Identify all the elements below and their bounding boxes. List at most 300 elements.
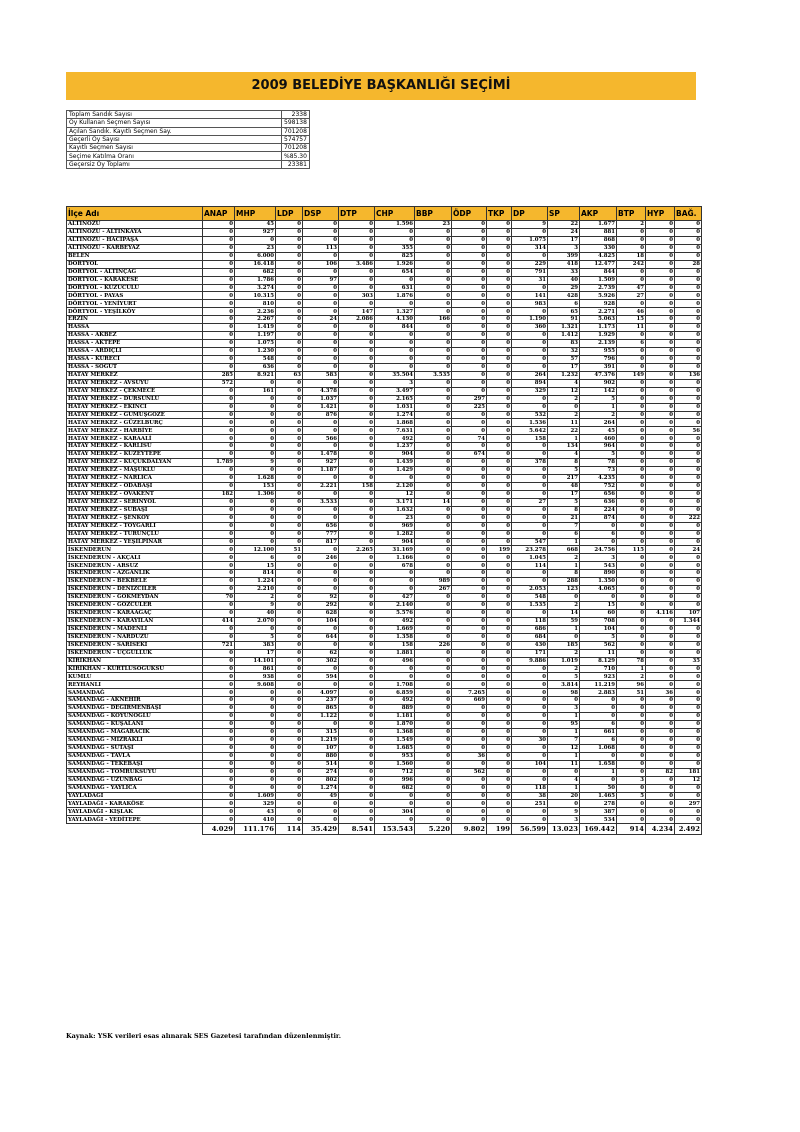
vote-count: 4 — [548, 451, 580, 459]
vote-count: 0 — [675, 284, 702, 292]
vote-count: 0 — [487, 721, 512, 729]
vote-count: 1.786 — [235, 276, 276, 284]
vote-count: 0 — [617, 427, 646, 435]
summary-label: Oy Kullanan Seçmen Sayısı — [67, 119, 282, 127]
vote-count: 0 — [646, 236, 675, 244]
vote-count: 0 — [646, 451, 675, 459]
vote-count: 0 — [617, 562, 646, 570]
summary-label: Kayıtlı Seçmen Sayısı — [67, 144, 282, 152]
vote-count: 2.139 — [580, 340, 617, 348]
vote-count: 0 — [303, 419, 339, 427]
vote-count: 0 — [339, 348, 375, 356]
vote-count: 0 — [276, 752, 303, 760]
vote-count: 0 — [512, 363, 548, 371]
vote-count: 669 — [452, 697, 487, 705]
vote-count: 3 — [617, 776, 646, 784]
vote-count: 0 — [452, 348, 487, 356]
vote-count: 0 — [487, 276, 512, 284]
vote-count: 0 — [339, 713, 375, 721]
column-header: LDP — [276, 207, 303, 221]
vote-count: 27 — [512, 498, 548, 506]
vote-count: 288 — [548, 578, 580, 586]
vote-count: 267 — [415, 586, 452, 594]
vote-count: 0 — [617, 721, 646, 729]
vote-count: 8 — [548, 459, 580, 467]
vote-count: 6 — [617, 340, 646, 348]
vote-count: 0 — [675, 665, 702, 673]
vote-count: 0 — [203, 324, 235, 332]
vote-count: 0 — [452, 721, 487, 729]
vote-count: 0 — [617, 752, 646, 760]
vote-count: 0 — [339, 752, 375, 760]
vote-count: 0 — [303, 641, 339, 649]
district-name: İSKENDERUN - AKÇALI — [67, 554, 203, 562]
vote-count: 0 — [339, 236, 375, 244]
vote-count: 0 — [235, 697, 276, 705]
vote-count: 0 — [646, 641, 675, 649]
vote-count: 0 — [487, 324, 512, 332]
vote-count: 0 — [646, 467, 675, 475]
vote-count: 0 — [452, 411, 487, 419]
vote-count: 0 — [452, 736, 487, 744]
vote-count: 0 — [487, 419, 512, 427]
vote-count: 0 — [203, 498, 235, 506]
vote-count: 0 — [452, 316, 487, 324]
vote-count: 0 — [452, 419, 487, 427]
vote-count: 0 — [452, 816, 487, 824]
vote-count: 0 — [276, 355, 303, 363]
vote-count: 9 — [235, 602, 276, 610]
vote-count: 0 — [203, 284, 235, 292]
vote-count: 0 — [339, 459, 375, 467]
vote-count: 0 — [512, 467, 548, 475]
vote-count: 11 — [580, 649, 617, 657]
table-row — [67, 475, 702, 483]
vote-count: 428 — [548, 292, 580, 300]
vote-count: 355 — [375, 244, 415, 252]
vote-count: 21 — [548, 514, 580, 522]
district-name: HATAY MERKEZ - EKİNCİ — [67, 403, 203, 411]
summary-value: 701208 — [282, 144, 310, 152]
vote-count: 0 — [235, 776, 276, 784]
vote-count: 1.045 — [512, 554, 548, 562]
vote-count: 0 — [487, 657, 512, 665]
table-row — [67, 681, 702, 689]
vote-count: 1.368 — [375, 729, 415, 737]
vote-count: 0 — [415, 355, 452, 363]
vote-count: 5 — [548, 498, 580, 506]
vote-count: 0 — [512, 284, 548, 292]
vote-count: 104 — [303, 617, 339, 625]
vote-count: 0 — [203, 292, 235, 300]
table-row — [67, 443, 702, 451]
vote-count: 996 — [375, 776, 415, 784]
vote-count: 0 — [203, 546, 235, 554]
vote-count: 38 — [512, 792, 548, 800]
vote-count: 0 — [303, 228, 339, 236]
vote-count: 1.166 — [375, 554, 415, 562]
vote-count: 0 — [646, 411, 675, 419]
vote-count: 2.739 — [580, 284, 617, 292]
vote-count: 1.870 — [375, 721, 415, 729]
vote-count: 0 — [512, 744, 548, 752]
vote-count: 0 — [303, 681, 339, 689]
vote-count: 18 — [617, 252, 646, 260]
vote-count: 656 — [303, 522, 339, 530]
vote-count: 0 — [617, 697, 646, 705]
vote-count: 0 — [276, 602, 303, 610]
vote-count: 0 — [415, 435, 452, 443]
vote-count: 0 — [487, 379, 512, 387]
vote-count: 0 — [452, 459, 487, 467]
vote-count: 57 — [548, 355, 580, 363]
district-name: SAMANDAĞ - UZUNBAĞ — [67, 776, 203, 784]
vote-count: 0 — [452, 776, 487, 784]
vote-count: 0 — [617, 586, 646, 594]
vote-count: 226 — [415, 641, 452, 649]
vote-count: 0 — [617, 768, 646, 776]
district-name: İSKENDERUN - DENİZCİLER — [67, 586, 203, 594]
vote-count: 0 — [452, 602, 487, 610]
vote-count: 14 — [548, 609, 580, 617]
vote-count: 0 — [646, 633, 675, 641]
total-value: 153.543 — [375, 824, 415, 835]
vote-count: 0 — [617, 713, 646, 721]
vote-count: 0 — [235, 403, 276, 411]
vote-count: 0 — [580, 752, 617, 760]
vote-count: 0 — [203, 586, 235, 594]
vote-count: 0 — [646, 475, 675, 483]
vote-count: 0 — [512, 729, 548, 737]
vote-count: 0 — [276, 506, 303, 514]
vote-count: 24 — [303, 316, 339, 324]
vote-count: 0 — [276, 617, 303, 625]
vote-count: 0 — [339, 419, 375, 427]
vote-count: 0 — [487, 316, 512, 324]
vote-count: 5 — [235, 633, 276, 641]
vote-count: 0 — [415, 482, 452, 490]
vote-count: 0 — [339, 522, 375, 530]
vote-count: 0 — [512, 705, 548, 713]
vote-count: 964 — [580, 443, 617, 451]
summary-row — [67, 144, 310, 152]
vote-count: 199 — [487, 546, 512, 554]
vote-count: 0 — [617, 395, 646, 403]
vote-count: 46 — [617, 308, 646, 316]
vote-count: 0 — [487, 760, 512, 768]
vote-count: 0 — [675, 276, 702, 284]
vote-count: 1.419 — [235, 324, 276, 332]
vote-count: 0 — [415, 300, 452, 308]
vote-count: 47 — [617, 284, 646, 292]
vote-count: 2 — [548, 649, 580, 657]
vote-count: 5 — [580, 451, 617, 459]
vote-count: 360 — [512, 324, 548, 332]
vote-count: 0 — [548, 403, 580, 411]
vote-count: 0 — [415, 538, 452, 546]
totals-spacer — [67, 824, 203, 835]
vote-count: 31 — [512, 276, 548, 284]
column-header: TKP — [487, 207, 512, 221]
vote-count: 59 — [548, 617, 580, 625]
vote-count: 0 — [203, 482, 235, 490]
vote-count: 0 — [675, 633, 702, 641]
vote-count: 0 — [548, 697, 580, 705]
vote-count: 1 — [548, 625, 580, 633]
vote-count: 566 — [303, 435, 339, 443]
vote-count: 0 — [675, 760, 702, 768]
vote-count: 0 — [646, 570, 675, 578]
vote-count: 0 — [646, 602, 675, 610]
vote-count: 0 — [617, 236, 646, 244]
vote-count: 0 — [303, 427, 339, 435]
vote-count: 0 — [617, 594, 646, 602]
vote-count: 0 — [548, 594, 580, 602]
district-name: ALTINÖZÜ - KARBEYAZ — [67, 244, 203, 252]
vote-count: 0 — [487, 363, 512, 371]
vote-count: 63 — [276, 371, 303, 379]
vote-count: 0 — [203, 562, 235, 570]
vote-count: 810 — [235, 300, 276, 308]
vote-count: 2 — [235, 594, 276, 602]
vote-count: 7.265 — [452, 689, 487, 697]
vote-count: 0 — [617, 355, 646, 363]
vote-count: 0 — [675, 244, 702, 252]
vote-count: 0 — [339, 721, 375, 729]
vote-count: 0 — [617, 784, 646, 792]
vote-count: 158 — [339, 482, 375, 490]
vote-count: 0 — [276, 387, 303, 395]
vote-count: 0 — [415, 490, 452, 498]
vote-count: 0 — [512, 395, 548, 403]
vote-count: 0 — [203, 276, 235, 284]
vote-count: 0 — [487, 808, 512, 816]
vote-count: 91 — [548, 316, 580, 324]
vote-count: 0 — [375, 673, 415, 681]
vote-count: 0 — [487, 673, 512, 681]
vote-count: 0 — [452, 594, 487, 602]
vote-count: 6.859 — [375, 689, 415, 697]
vote-count: 6 — [235, 554, 276, 562]
table-row — [67, 736, 702, 744]
vote-count: 1.321 — [548, 324, 580, 332]
vote-count: 0 — [339, 776, 375, 784]
vote-count: 904 — [375, 538, 415, 546]
vote-count: 330 — [580, 244, 617, 252]
vote-count: 0 — [415, 736, 452, 744]
vote-count: 0 — [487, 744, 512, 752]
summary-row — [67, 135, 310, 143]
vote-count: 0 — [339, 641, 375, 649]
vote-count: 45 — [580, 427, 617, 435]
vote-count: 0 — [415, 268, 452, 276]
vote-count: 0 — [617, 808, 646, 816]
vote-count: 0 — [512, 308, 548, 316]
vote-count: 686 — [512, 625, 548, 633]
table-row — [67, 244, 702, 252]
vote-count: 0 — [203, 427, 235, 435]
vote-count: 2 — [548, 411, 580, 419]
total-value: 9.802 — [452, 824, 487, 835]
vote-count: 0 — [675, 292, 702, 300]
vote-count: 0 — [675, 578, 702, 586]
vote-count: 35.504 — [375, 371, 415, 379]
vote-count: 0 — [235, 538, 276, 546]
vote-count: 881 — [580, 228, 617, 236]
vote-count: 0 — [339, 228, 375, 236]
vote-count: 0 — [415, 284, 452, 292]
vote-count: 0 — [487, 427, 512, 435]
vote-count: 0 — [415, 443, 452, 451]
vote-count: 0 — [617, 419, 646, 427]
table-row — [67, 459, 702, 467]
vote-count: 47.376 — [580, 371, 617, 379]
vote-count: 0 — [415, 744, 452, 752]
vote-count: 0 — [487, 443, 512, 451]
vote-count: 0 — [487, 625, 512, 633]
vote-count: 0 — [646, 744, 675, 752]
summary-value: %85.30 — [282, 152, 310, 160]
vote-count: 0 — [339, 506, 375, 514]
vote-count: 0 — [235, 744, 276, 752]
vote-count: 3.497 — [375, 387, 415, 395]
summary-label: Geçersiz Oy Toplamı — [67, 160, 282, 168]
vote-count: 0 — [276, 554, 303, 562]
table-row — [67, 633, 702, 641]
vote-count: 0 — [452, 363, 487, 371]
vote-count: 0 — [646, 419, 675, 427]
table-row — [67, 236, 702, 244]
vote-count: 0 — [548, 800, 580, 808]
vote-count: 0 — [203, 673, 235, 681]
vote-count: 904 — [375, 451, 415, 459]
vote-count: 0 — [487, 665, 512, 673]
vote-count: 115 — [617, 546, 646, 554]
vote-count: 0 — [303, 292, 339, 300]
vote-count: 0 — [617, 475, 646, 483]
vote-count: 1.224 — [235, 578, 276, 586]
vote-count: 0 — [375, 363, 415, 371]
vote-count: 0 — [452, 252, 487, 260]
vote-count: 0 — [415, 427, 452, 435]
vote-count: 0 — [339, 498, 375, 506]
vote-count: 0 — [646, 554, 675, 562]
vote-count: 0 — [452, 578, 487, 586]
vote-count: 0 — [487, 713, 512, 721]
vote-count: 0 — [646, 776, 675, 784]
vote-count: 1.282 — [375, 530, 415, 538]
vote-count: 0 — [675, 363, 702, 371]
vote-count: 0 — [415, 252, 452, 260]
vote-count: 0 — [415, 673, 452, 681]
vote-count: 0 — [675, 340, 702, 348]
vote-count: 2 — [548, 602, 580, 610]
vote-count: 548 — [512, 594, 548, 602]
vote-count: 1.549 — [375, 736, 415, 744]
vote-count: 0 — [675, 308, 702, 316]
vote-count: 0 — [452, 530, 487, 538]
vote-count: 0 — [487, 236, 512, 244]
vote-count: 644 — [303, 633, 339, 641]
vote-count: 0 — [203, 268, 235, 276]
vote-count: 791 — [512, 268, 548, 276]
vote-count: 329 — [512, 387, 548, 395]
vote-count: 0 — [203, 609, 235, 617]
vote-count: 36 — [646, 689, 675, 697]
district-name: YAYLADAĞI - KIŞLAK — [67, 808, 203, 816]
vote-count: 24 — [675, 546, 702, 554]
vote-count: 0 — [276, 570, 303, 578]
vote-count: 0 — [415, 776, 452, 784]
vote-count: 0 — [617, 435, 646, 443]
vote-count: 0 — [276, 221, 303, 229]
vote-count: 0 — [415, 713, 452, 721]
vote-count: 0 — [675, 506, 702, 514]
vote-count: 1.535 — [512, 602, 548, 610]
vote-count: 2 — [580, 411, 617, 419]
vote-count: 383 — [235, 641, 276, 649]
vote-count: 0 — [303, 578, 339, 586]
vote-count: 264 — [512, 371, 548, 379]
vote-count: 0 — [487, 451, 512, 459]
vote-count: 1.509 — [580, 276, 617, 284]
vote-count: 0 — [452, 221, 487, 229]
vote-count: 0 — [339, 427, 375, 435]
district-name: HATAY MERKEZ - ÇEKMECE — [67, 387, 203, 395]
vote-count: 0 — [452, 808, 487, 816]
vote-count: 0 — [580, 713, 617, 721]
vote-count: 29 — [548, 284, 580, 292]
vote-count: 0 — [235, 419, 276, 427]
vote-count: 98 — [548, 689, 580, 697]
summary-value: 2338 — [282, 111, 310, 119]
vote-count: 0 — [617, 482, 646, 490]
vote-count: 1.173 — [580, 324, 617, 332]
vote-count: 0 — [303, 808, 339, 816]
vote-count: 158 — [375, 641, 415, 649]
vote-count: 0 — [276, 459, 303, 467]
vote-count: 865 — [303, 705, 339, 713]
column-header: MHP — [235, 207, 276, 221]
vote-count: 0 — [487, 697, 512, 705]
vote-count: 3.171 — [375, 498, 415, 506]
vote-count: 32 — [548, 348, 580, 356]
vote-count: 0 — [512, 570, 548, 578]
vote-count: 0 — [276, 729, 303, 737]
table-row — [67, 602, 702, 610]
vote-count: 0 — [276, 776, 303, 784]
vote-count: 0 — [203, 252, 235, 260]
vote-count: 12.477 — [580, 260, 617, 268]
district-name: SAMANDAĞ - AKNEHİR — [67, 697, 203, 705]
vote-count: 0 — [487, 411, 512, 419]
vote-count: 0 — [276, 609, 303, 617]
column-header: ÖDP — [452, 207, 487, 221]
vote-count: 0 — [487, 776, 512, 784]
vote-count: 0 — [487, 221, 512, 229]
vote-count: 572 — [203, 379, 235, 387]
vote-count: 0 — [415, 387, 452, 395]
vote-count: 796 — [580, 355, 617, 363]
district-name: HATAY MERKEZ - OVAKENT — [67, 490, 203, 498]
vote-count: 31.169 — [375, 546, 415, 554]
vote-count: 23.278 — [512, 546, 548, 554]
table-row — [67, 792, 702, 800]
vote-count: 0 — [452, 324, 487, 332]
vote-count: 678 — [375, 562, 415, 570]
vote-count: 1.350 — [580, 578, 617, 586]
vote-count: 0 — [203, 578, 235, 586]
